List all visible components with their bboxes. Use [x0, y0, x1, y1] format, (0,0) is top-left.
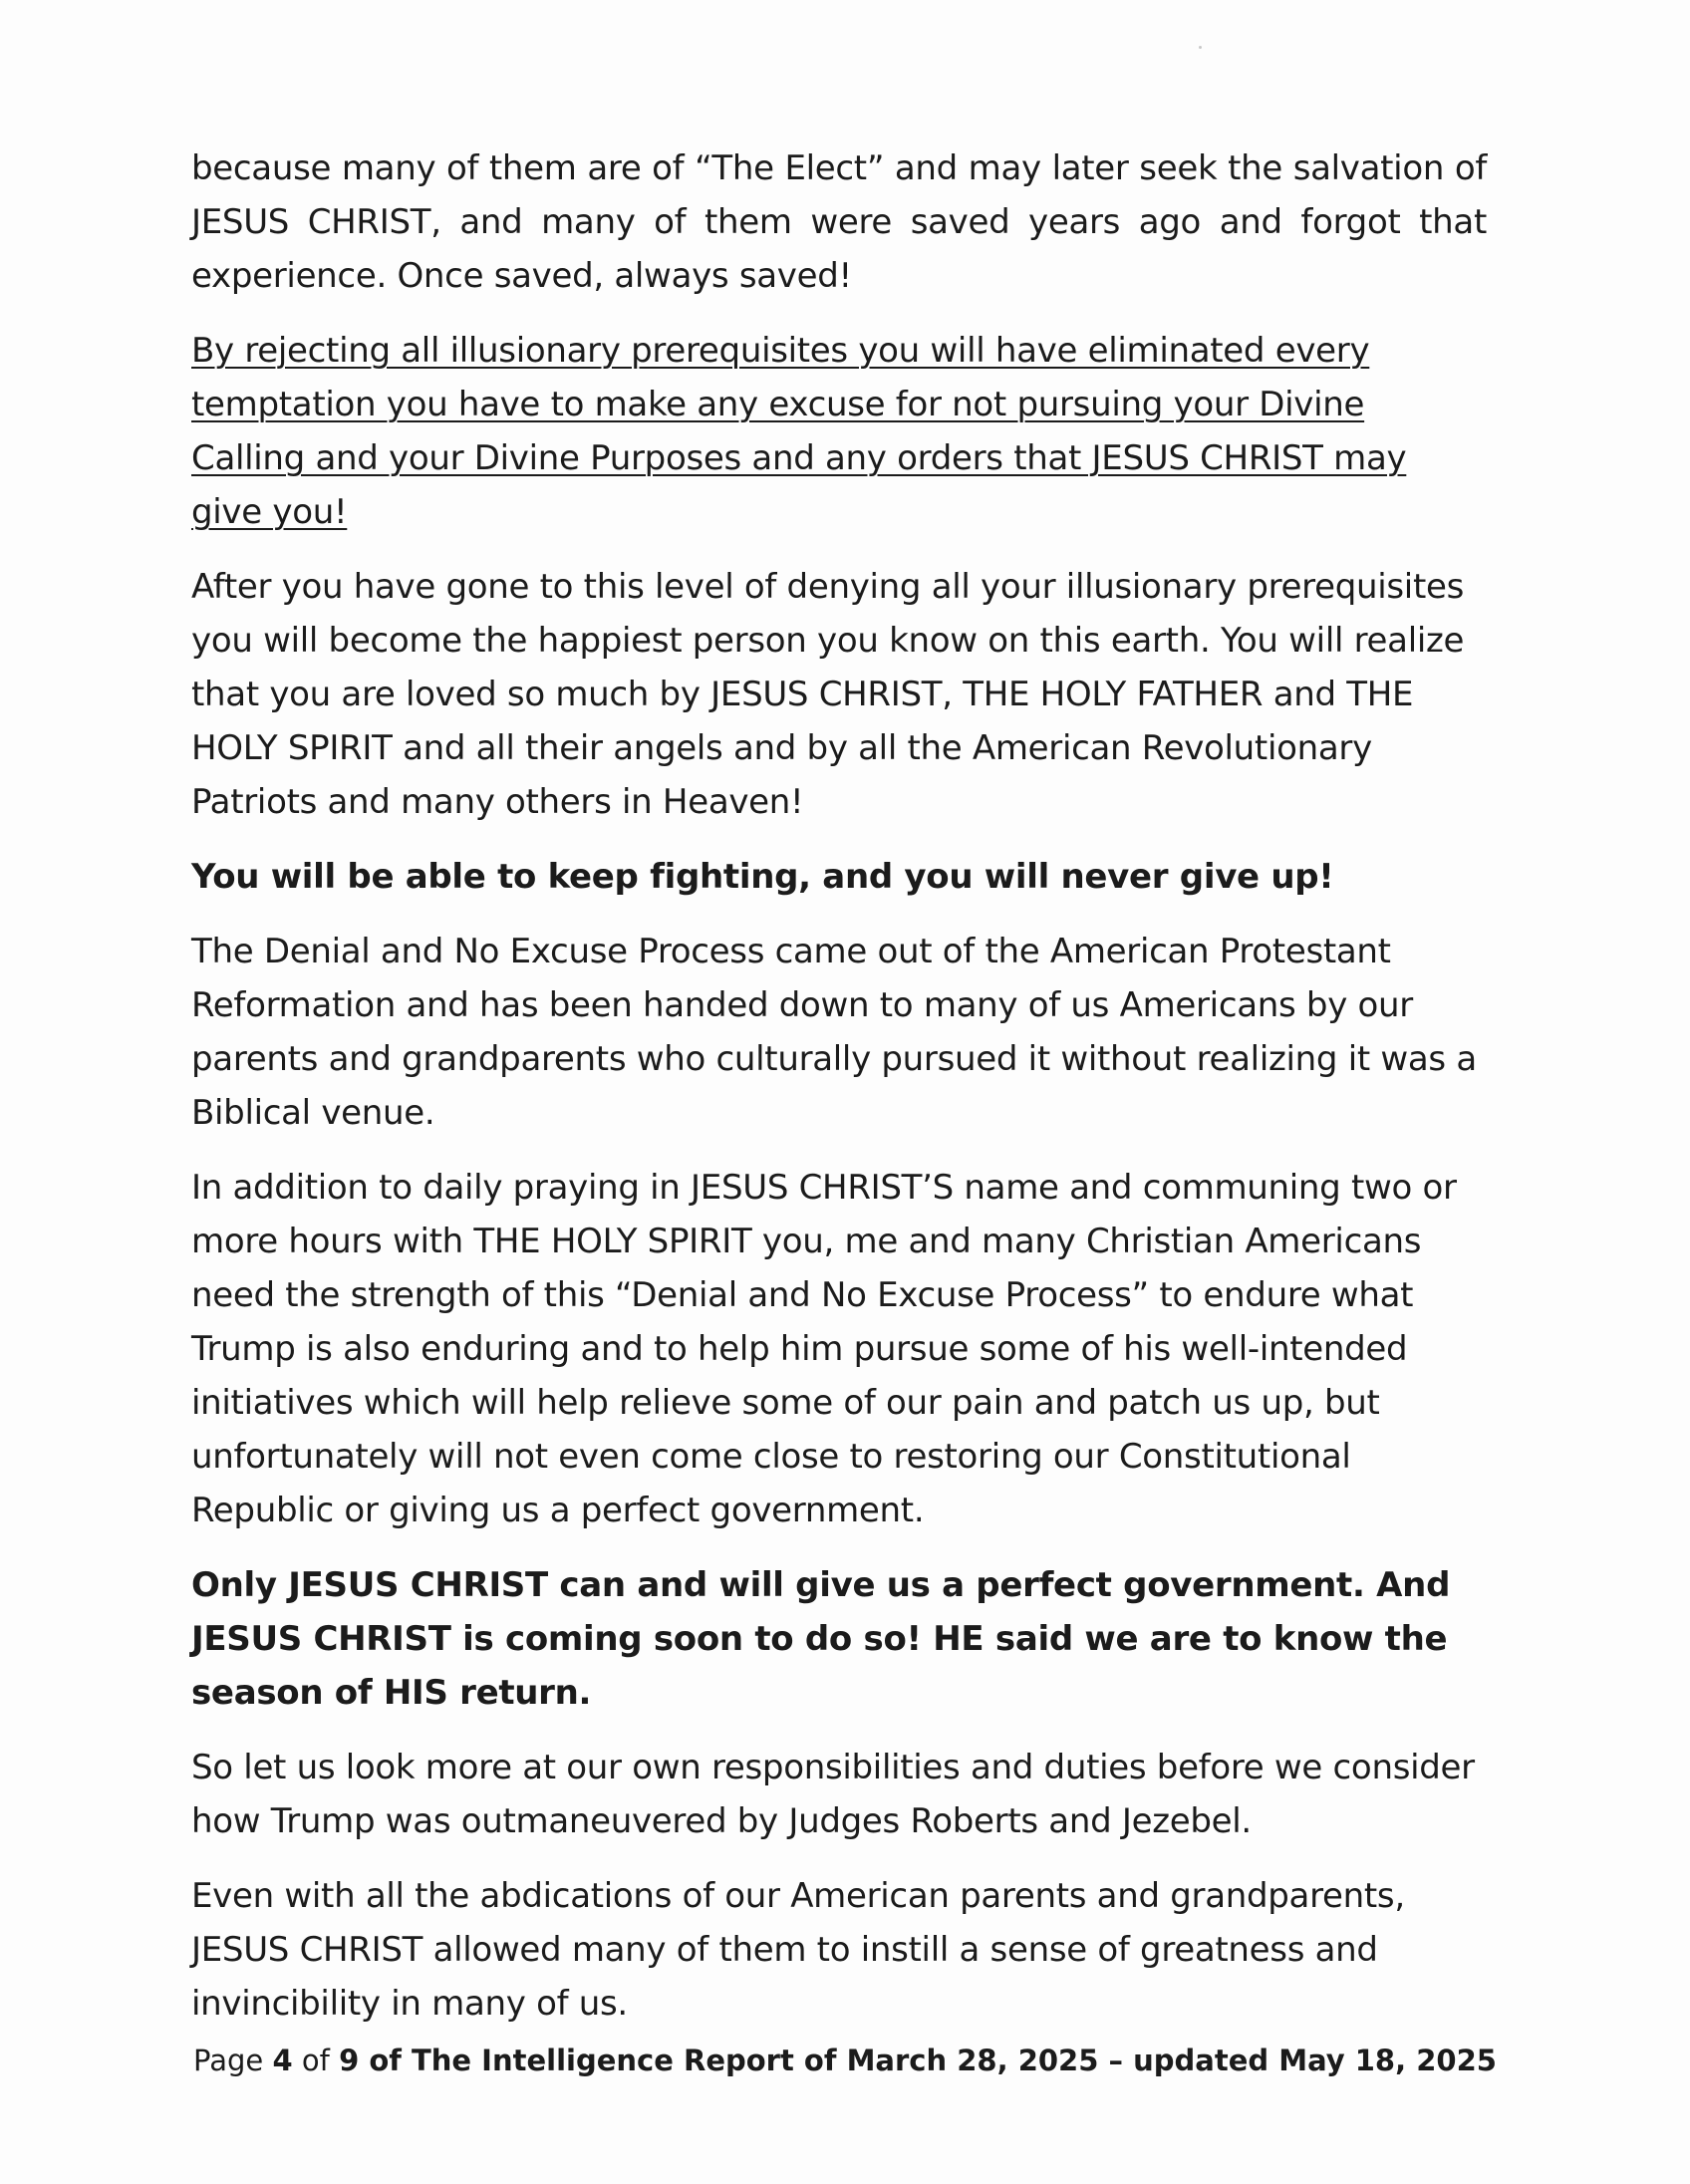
paragraph-keep-fighting: You will be able to keep fighting, and you will never give up!: [191, 857, 1334, 897]
footer-page-total: 9: [339, 2044, 360, 2077]
paragraph-greatness: Even with all the abdications of our American parents and grandparents, JESUS CHRIST allowed many of them to instill a sense of greatness and invincibility in many of us.: [191, 1876, 1405, 2024]
footer-page-number: 4: [272, 2044, 293, 2077]
page-footer: [0, 2041, 1690, 2080]
paragraph-daily-prayer: In addition to daily praying in JESUS CHRIST’S name and communing two or more hours with THE HOLY SPIRIT you, me and many Christian Americans need the strength of this “Denial and No Excuse Process” to endure what Trump is also enduring and to help him pursue some of his well-intended initiatives which will help relieve some of our pain and patch us up, but unfortunately will not even come close to restoring our Constitutional Republic or giving us a perfect government.: [191, 1168, 1457, 1530]
paragraph-perfect-government: Only JESUS CHRIST can and will give us a perfect government. And JESUS CHRIST is coming soon to do so! HE said we are to know the season of HIS return.: [191, 1565, 1451, 1713]
paragraph-denial-process-origin: The Denial and No Excuse Process came out of the American Protestant Reformation and has been handed down to many of us Americans by our parents and grandparents who culturally pursued it without realizing it was a Biblical venue.: [191, 932, 1477, 1133]
page-body: [191, 141, 1487, 2051]
footer-report-title: of The Intelligence Report of March 28, 2025 – updated May 18, 2025: [359, 2044, 1497, 2077]
paragraph-responsibilities: So let us look more at our own responsibilities and duties before we consider how Trump was outmaneuvered by Judges Roberts and Jezebel.: [191, 1748, 1475, 1841]
paragraph-elect: because many of them are of “The Elect” and may later seek the salvation of JESUS CHRIST, and many of them were saved years ago and forgot that experience. Once saved, always saved!: [191, 148, 1487, 296]
paragraph-happiest-person: After you have gone to this level of denying all your illusionary prerequisites you will become the happiest person you know on this earth. You will realize that you are loved so much by JESUS CHRIST, THE HOLY FATHER and THE HOLY SPIRIT and all their angels and by all the American Revolutionary Patriots and many others in Heaven!: [191, 567, 1465, 822]
paragraph-rejecting-prerequisites: By rejecting all illusionary prerequisites you will have eliminated every temptation you have to make any excuse for not pursuing your Divine Calling and your Divine Purposes and any orders that JESUS CHRIST may give you!: [191, 331, 1407, 532]
footer-prefix: Page: [193, 2044, 273, 2077]
footer-of: of: [292, 2044, 340, 2077]
scan-speck: [1199, 46, 1202, 49]
